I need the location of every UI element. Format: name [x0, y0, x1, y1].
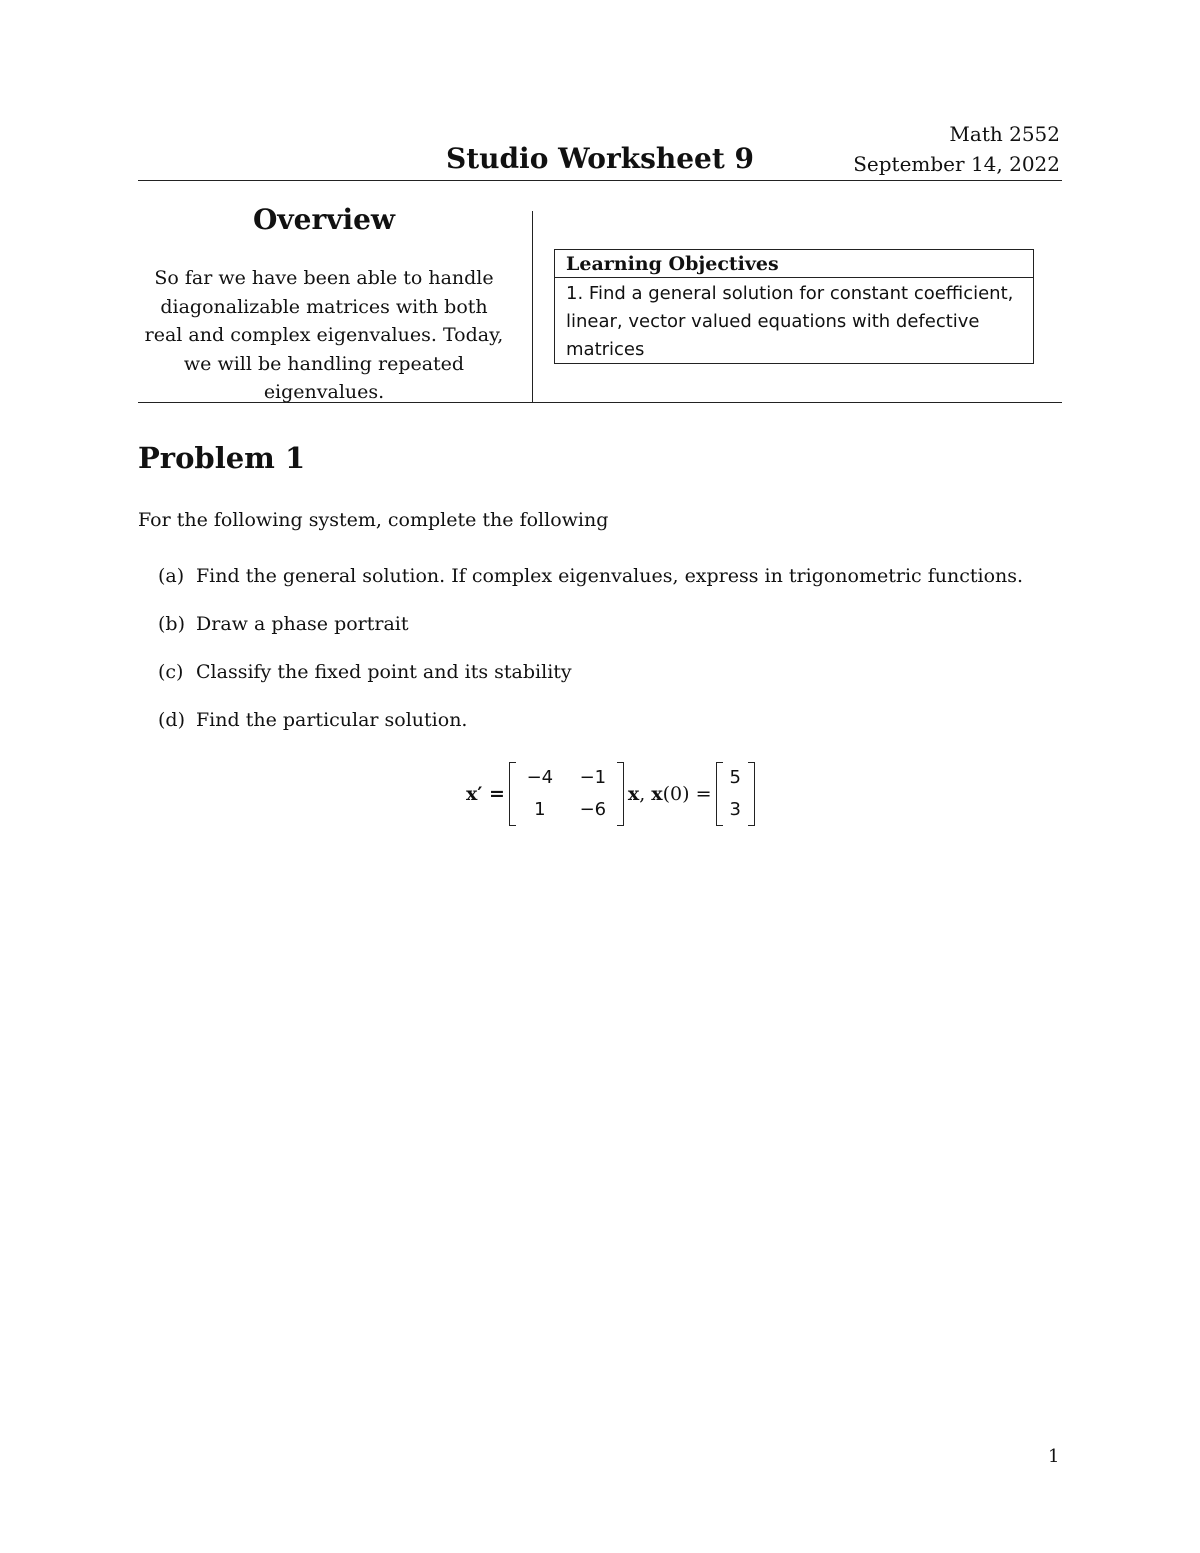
problem-intro: For the following system, complete the following — [138, 509, 609, 531]
vector-entry: 3 — [729, 799, 741, 820]
matrix-entry: 1 — [534, 799, 546, 820]
part-label: (b) — [158, 613, 185, 635]
column-divider — [532, 211, 533, 403]
initial-condition-vector — [716, 762, 755, 826]
problem-heading: Problem 1 — [138, 441, 306, 475]
page-title: Studio Worksheet 9 — [445, 142, 755, 175]
matrix-entry: −4 — [526, 767, 554, 788]
problem-part-a — [158, 565, 1023, 587]
part-label: (d) — [158, 709, 185, 731]
part-text: Find the general solution. If complex eigenvalues, express in trigonometric functions. — [196, 565, 1024, 587]
problem-part-d — [158, 709, 467, 731]
part-label: (c) — [158, 661, 184, 683]
equation-lhs: x′ = — [466, 783, 505, 805]
matrix-entry: −1 — [579, 767, 607, 788]
overview-text: So far we have been able to handle diagonalizable matrices with both real and complex eigenvalues. Today, we will be handling repeated eigenvalues. — [144, 267, 504, 403]
problem-part-c — [158, 661, 572, 683]
initial-condition-variable: x — [651, 783, 663, 805]
overview-heading: Overview — [252, 203, 396, 236]
system-equation — [466, 762, 759, 826]
part-text: Find the particular solution. — [196, 709, 468, 731]
problem-part-b — [158, 613, 409, 635]
part-text: Draw a phase portrait — [196, 613, 409, 635]
page-number: 1 — [1048, 1446, 1060, 1467]
vector-entry: 5 — [729, 767, 741, 788]
part-label: (a) — [158, 565, 185, 587]
initial-condition-argument: (0) = — [662, 783, 712, 805]
course-number: Math 2552 — [949, 122, 1060, 146]
learning-objectives-box — [554, 249, 1034, 364]
vector-variable: x — [627, 783, 640, 805]
learning-objective-item: 1. Find a general solution for constant coefficient, linear, vector valued equations with defective matrices — [566, 283, 1014, 360]
worksheet-date: September 14, 2022 — [853, 152, 1060, 176]
header-rule — [138, 180, 1062, 181]
equation-separator: , — [639, 783, 646, 805]
learning-objectives-heading: Learning Objectives — [555, 250, 1033, 278]
overview-bottom-rule — [138, 402, 1062, 403]
matrix-entry: −6 — [579, 799, 607, 820]
coefficient-matrix — [509, 762, 624, 826]
part-text: Classify the fixed point and its stability — [196, 661, 572, 683]
